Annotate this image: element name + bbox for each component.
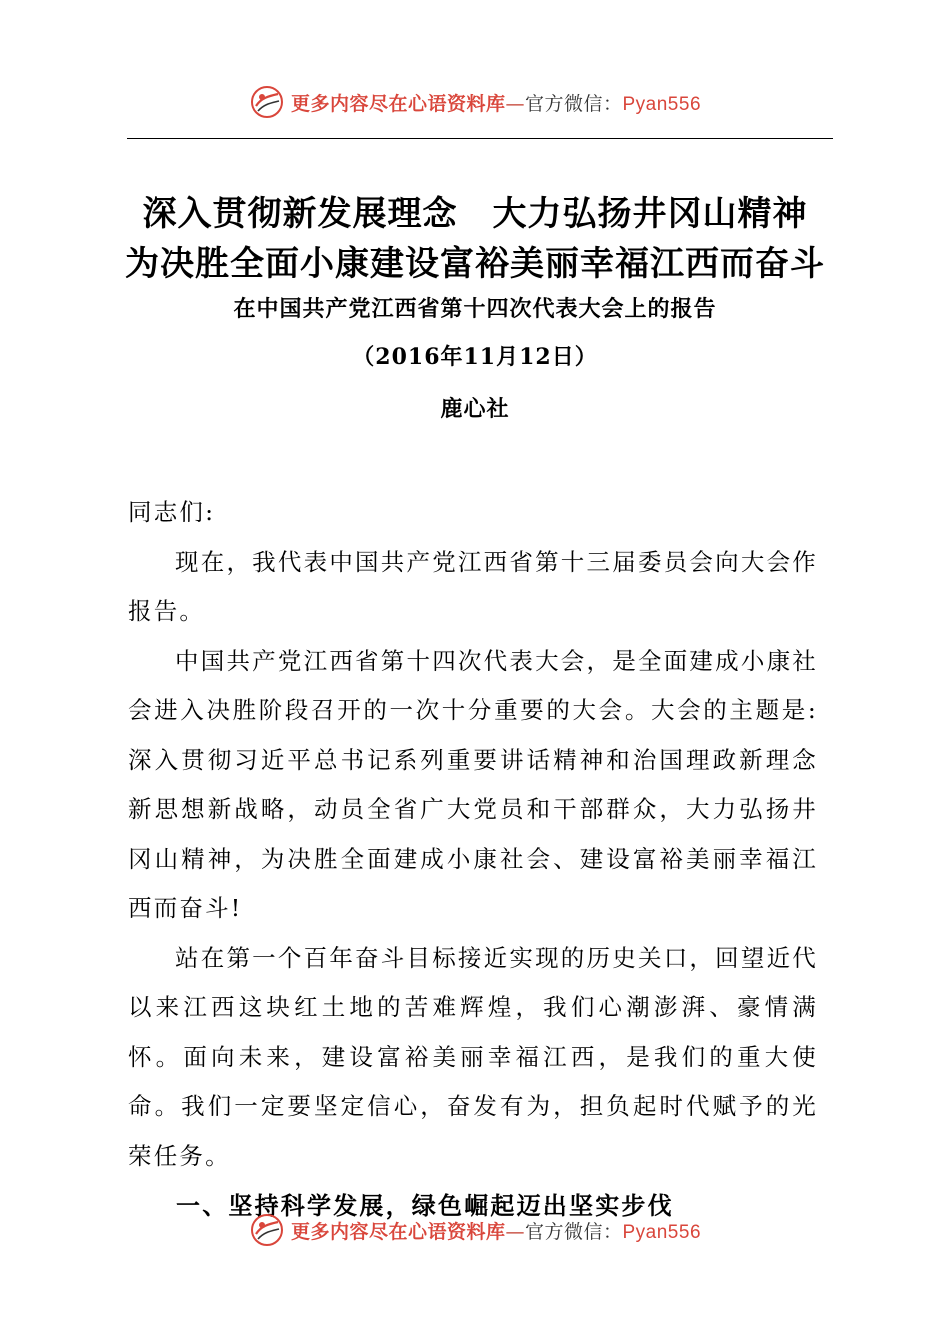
salutation: 同志们: — [128, 498, 216, 526]
footer-library-name: 更多内容尽在心语资料库 — [290, 1220, 506, 1243]
subtitle: 在中国共产党江西省第十四次代表大会上的报告 — [233, 296, 717, 322]
book-logo-icon — [249, 84, 285, 120]
title-line-1: 深入贯彻新发展理念 大力弘扬井冈山精神 — [142, 194, 808, 234]
header-library-name: 更多内容尽在心语资料库 — [290, 92, 506, 115]
footer-dash: — — [505, 1220, 525, 1243]
section-heading: 一、坚持科学发展，绿色崛起迈出坚实步伐 — [176, 1191, 674, 1220]
document-body — [128, 488, 818, 1231]
header-wechat-id: Pyan556 — [622, 93, 702, 115]
title-line-2: 为决胜全面小康建设富裕美丽幸福江西而奋斗 — [125, 244, 825, 284]
header-dash: — — [505, 92, 525, 115]
header-banner — [0, 82, 950, 122]
footer-wechat-label: 官方微信： — [524, 1220, 623, 1243]
footer-banner-text — [291, 1217, 701, 1244]
paragraph: 站在第一个百年奋斗目标接近实现的历史关口，回望近代以来江西这块红土地的苦难辉煌，我们心潮澎湃、豪情满怀。面向未来，建设富裕美丽幸福江西，是我们的重大使命。我们一定要坚定信心，奋发有为，担负起时代赋予的光荣任务。 — [128, 943, 818, 1170]
footer-wechat-id: Pyan556 — [622, 1221, 702, 1243]
footer-banner — [0, 1210, 950, 1250]
header-wechat-label: 官方微信： — [524, 92, 623, 115]
author: 鹿心社 — [440, 396, 510, 422]
report-date: （2016年11月12日） — [352, 344, 598, 370]
paragraph: 现在，我代表中国共产党江西省第十三届委员会向大会作报告。 — [128, 547, 818, 625]
paragraph: 中国共产党江西省第十四次代表大会，是全面建成小康社会进入决胜阶段召开的一次十分重要的大会。大会的主题是:深入贯彻习近平总书记系列重要讲话精神和治国理政新理念新思想新战略，动员全省广大党员和干部群众，大力弘扬井冈山精神，为决胜全面建成小康社会、建设富裕美丽幸福江西而奋斗! — [128, 646, 818, 922]
header-banner-text — [291, 89, 701, 116]
header-rule — [127, 138, 833, 139]
book-logo-icon — [249, 1212, 285, 1248]
